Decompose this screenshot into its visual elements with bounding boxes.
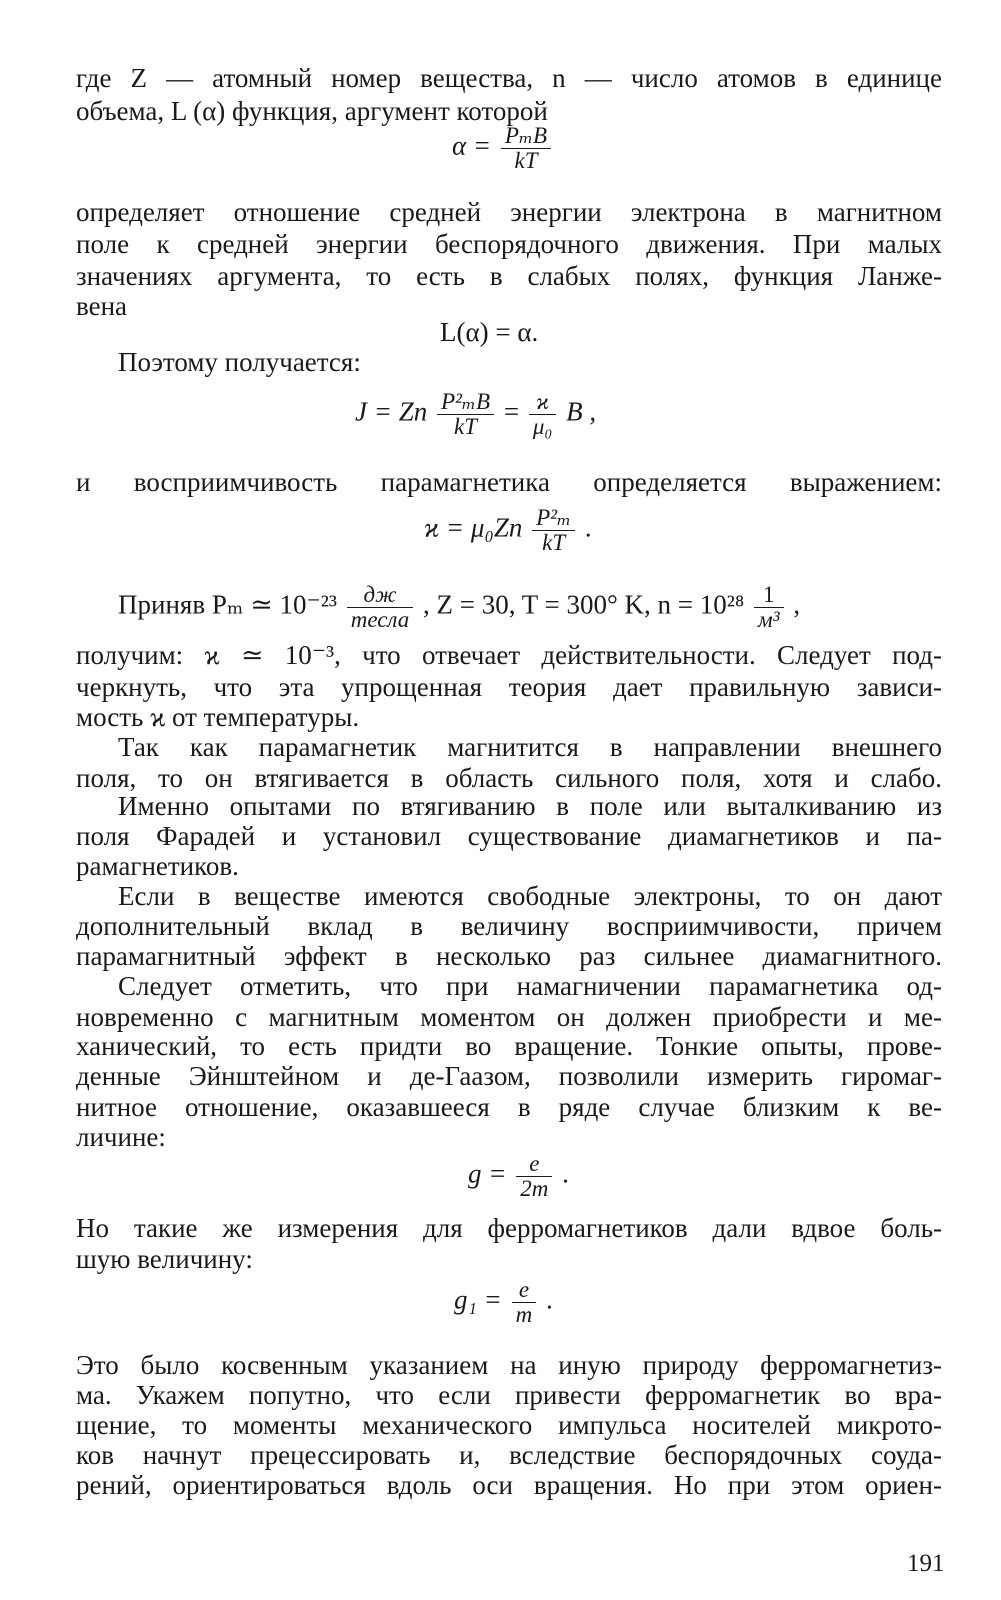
formula-g-numerator: e: [529, 1151, 540, 1176]
text-line: личине:: [76, 1122, 166, 1152]
given-unit-numerator: дж: [363, 582, 397, 607]
text-line: денные Эйнштейном и де-Гаазом, позволили измерить гиромаг-: [76, 1061, 942, 1091]
formula-susceptibility: [424, 506, 592, 555]
formula-given-values: [118, 583, 800, 632]
text-line: новременно с магнитным моментом он должен приобрести и ме-: [76, 1002, 942, 1032]
text-line: щение, то моменты механического импульса носителей микрото-: [76, 1410, 942, 1440]
text-line: определяет отношение средней энергии электрона в магнитном: [76, 197, 942, 227]
formula-g1-lhs: g₁ =: [454, 1284, 502, 1315]
formula-chi-fraction: [532, 506, 575, 555]
formula-g-fraction: [516, 1152, 552, 1201]
text-line: ханический, то есть придти во вращение. Тонкие опыты, прове-: [76, 1031, 942, 1061]
formula-j-numerator-1: P²ₘB: [440, 389, 491, 414]
text-line: значениях аргумента, то есть в слабых полях, функция Ланже-: [76, 261, 942, 291]
formula-j-denominator-1: kT: [437, 414, 494, 439]
formula-chi-lhs: ϰ = μ₀Zn: [424, 512, 523, 543]
text-line: Следует отметить, что при намагничении парамагнетика од-: [118, 971, 942, 1001]
formula-j-denominator-2: μ₀: [529, 414, 557, 439]
given-density-unit-denominator: м³: [754, 607, 784, 632]
text-line: черкнуть, что эта упрощенная теория дает правильную зависи-: [76, 672, 942, 702]
formula-j-numerator-2: ϰ: [536, 389, 550, 414]
given-density-unit-numerator: 1: [763, 582, 775, 607]
given-lead: Приняв Pₘ ≃ 10⁻²³: [118, 589, 337, 620]
formula-g1-fraction: [512, 1278, 537, 1327]
formula-langevin: L(α) = α.: [440, 317, 539, 347]
text-line: рений, ориентироваться вдоль оси вращения. Но при этом ориен-: [76, 1470, 942, 1500]
formula-j-fraction-2: [529, 390, 557, 439]
given-unit-denominator: тесла: [347, 607, 414, 632]
text-line: ков начнут прецессировать и, вследствие беспорядочных соуда-: [76, 1440, 942, 1470]
given-density-unit-fraction: [754, 583, 784, 632]
formula-chi-denominator: kT: [532, 530, 575, 555]
text-line: Но такие же измерения для ферромагнетиков дали вдвое боль-: [76, 1213, 942, 1243]
text-line: дополнительный вклад в величину восприимчивости, причем: [76, 911, 942, 941]
formula-magnetization: [355, 390, 596, 439]
formula-alpha-lhs: α =: [452, 130, 492, 161]
text-line: Именно опытами по втягиванию в поле или выталкиванию из: [118, 791, 942, 821]
formula-alpha-denominator: kT: [501, 148, 551, 173]
text-line: нитное отношение, оказавшееся в ряде случае близким к ве-: [76, 1092, 942, 1122]
text-line: получим: ϰ ≃ 10⁻³, что отвечает действительности. Следует под-: [76, 640, 942, 670]
formula-alpha: [452, 124, 554, 173]
text-line: ма. Укажем попутно, что если привести ферромагнетик во вра-: [76, 1380, 942, 1410]
formula-g-lhs: g =: [468, 1158, 507, 1189]
formula-chi-end: .: [584, 512, 592, 543]
formula-j-equals: =: [503, 396, 520, 427]
formula-alpha-fraction: [501, 124, 551, 173]
text-line: объема, L (α) функция, аргумент которой: [76, 96, 548, 126]
formula-g1-denominator: m: [512, 1302, 537, 1327]
given-mid: , Z = 30, T = 300° K, n = 10²⁸: [423, 589, 745, 620]
text-line: поля, то он втягивается в область сильного поля, хотя и слабо.: [76, 763, 942, 793]
text-line: Если в веществе имеются свободные электроны, то он дают: [118, 881, 942, 911]
text-line: вена: [76, 291, 128, 321]
formula-j-lhs: J = Zn: [355, 396, 428, 427]
formula-alpha-numerator: PₘB: [504, 123, 548, 148]
formula-g1-end: .: [545, 1284, 553, 1315]
given-end: ,: [793, 589, 801, 620]
text-line: где Z — атомный номер вещества, n — число атомов в единице: [76, 63, 942, 93]
text-line: парамагнитный эффект в несколько раз сильнее диамагнитного.: [76, 941, 942, 971]
formula-g: [468, 1152, 569, 1201]
formula-chi-numerator: P²ₘ: [536, 505, 572, 530]
text-line: мость ϰ от температуры.: [76, 702, 360, 732]
given-unit-fraction: [347, 583, 414, 632]
formula-g-denominator: 2m: [516, 1176, 552, 1201]
text-line: поле к средней энергии беспорядочного движения. При малых: [76, 229, 942, 259]
formula-g-end: .: [562, 1158, 569, 1189]
text-line: и восприимчивость парамагнетика определяется выражением:: [76, 467, 942, 497]
page-number: 191: [907, 1550, 945, 1577]
text-line: Так как парамагнетик магнитится в направлении внешнего: [118, 732, 942, 762]
text-line: поля Фарадей и установил существование диамагнетиков и па-: [76, 821, 942, 851]
text-line: рамагнетиков.: [76, 851, 239, 881]
formula-j-rhs: B ,: [566, 396, 597, 427]
formula-g1-numerator: e: [518, 1277, 530, 1302]
formula-g1: [454, 1278, 553, 1327]
formula-j-fraction-1: [437, 390, 494, 439]
text-line: Поэтому получается:: [118, 347, 361, 377]
text-line: шую величину:: [76, 1244, 253, 1274]
text-line: Это было косвенным указанием на иную природу ферромагнетиз-: [76, 1350, 942, 1380]
